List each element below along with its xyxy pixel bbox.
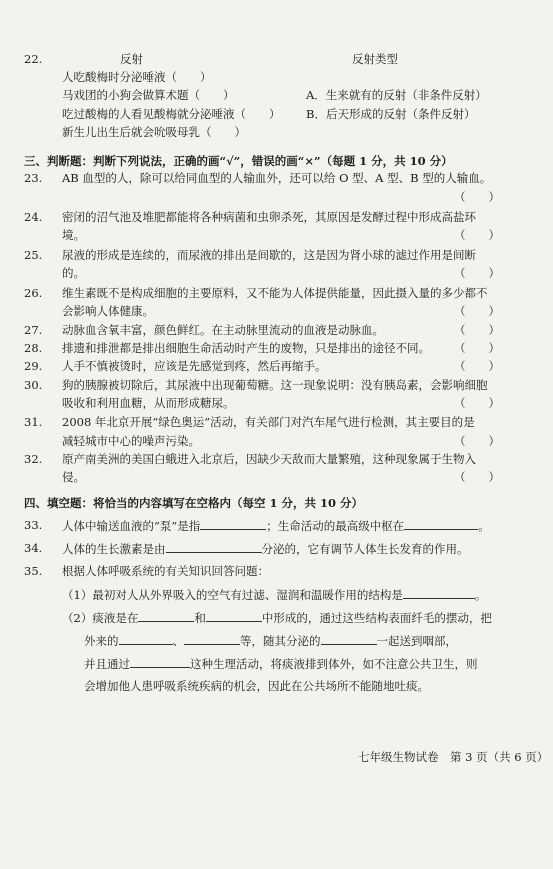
section4-header: 四、填空题：将恰当的内容填写在空格内（每空 1 分，共 10 分） bbox=[24, 496, 364, 510]
answer-blank[interactable] bbox=[166, 541, 262, 553]
question-number: 31. bbox=[24, 415, 43, 429]
answer-blank[interactable] bbox=[138, 610, 194, 622]
question-text: 分泌的，它有调节人体生长发育的作用。 bbox=[261, 542, 469, 556]
question-text: 等，随其分泌的 bbox=[240, 634, 321, 648]
answer-paren: （ ） bbox=[454, 341, 500, 355]
question-text: 动脉血含氧丰富，颜色鲜红。在主动脉里流动的血液是动脉血。 bbox=[62, 323, 384, 337]
answer-paren: （ ） bbox=[454, 266, 500, 280]
question-text: 并且通过 bbox=[84, 657, 130, 671]
q22-right-title: 反射类型 bbox=[352, 52, 398, 66]
part-label: （2） bbox=[62, 611, 93, 625]
question-text: 维生素既不是构成细胞的主要原料，又不能为人体提供能量，因此摄入量的多少都不 bbox=[62, 286, 488, 300]
question-text: 的。 bbox=[62, 266, 85, 280]
q22-left-title: 反射 bbox=[120, 52, 143, 66]
page-footer: 七年级生物试卷 第 3 页（共 6 页） bbox=[358, 750, 549, 764]
question-text: 人体的生长激素是由 bbox=[62, 542, 166, 556]
q22-number: 22. bbox=[24, 52, 43, 66]
question-number: 30. bbox=[24, 378, 43, 392]
q35-part2-line2 bbox=[84, 633, 457, 648]
q22-option-a: A．生来就有的反射（非条件反射） bbox=[306, 88, 487, 102]
answer-blank[interactable] bbox=[403, 587, 475, 599]
answer-paren: （ ） bbox=[454, 323, 500, 337]
answer-blank[interactable] bbox=[119, 633, 173, 645]
question-text: 境。 bbox=[62, 228, 85, 242]
q22-item: 马戏团的小狗会做算术题（ ） bbox=[62, 88, 235, 102]
part-label: （1） bbox=[62, 588, 93, 602]
question-text: 根据人体呼吸系统的有关知识回答问题： bbox=[62, 564, 269, 578]
question-text: 密闭的沼气池及堆肥都能将各种病菌和虫卵杀死，其原因是发酵过程中形成高盐环 bbox=[62, 210, 476, 224]
question-text: 人手不慎被烫时，应该是先感觉到疼，然后再缩手。 bbox=[62, 359, 327, 373]
question-number: 26. bbox=[24, 286, 43, 300]
question-text: 吸收和利用血糖，从而形成糖尿。 bbox=[62, 396, 235, 410]
question-text: 排遗和排泄都是排出细胞生命活动时产生的废物，只是排出的途径不同。 bbox=[62, 341, 430, 355]
answer-blank[interactable] bbox=[200, 518, 266, 530]
answer-paren: （ ） bbox=[454, 304, 500, 318]
question-number: 28. bbox=[24, 341, 43, 355]
question-number: 34. bbox=[24, 541, 43, 555]
answer-paren: （ ） bbox=[454, 228, 500, 242]
answer-blank[interactable] bbox=[184, 633, 240, 645]
section3-header: 三、判断题：判断下列说法，正确的画“√”，错误的画“×”（每题 1 分，共 10 分） bbox=[24, 154, 453, 168]
q22-item: 吃过酸梅的人看见酸梅就分泌唾液（ ） bbox=[62, 107, 281, 121]
question-number: 35. bbox=[24, 564, 43, 578]
answer-blank[interactable] bbox=[321, 633, 377, 645]
question-number: 24. bbox=[24, 210, 43, 224]
question-number: 25. bbox=[24, 248, 43, 262]
question-text: 2008 年北京开展“绿色奥运”活动，有关部门对汽车尾气进行检测，其主要目的是 bbox=[62, 415, 475, 429]
question-text: 、 bbox=[172, 634, 184, 648]
question-text: AB 血型的人，除可以给同血型的人输血外，还可以给 O 型、A 型、B 型的人输血。 bbox=[62, 171, 492, 185]
question-text: 和 bbox=[194, 611, 206, 625]
answer-blank[interactable] bbox=[404, 518, 478, 530]
question-text: 。 bbox=[474, 588, 487, 602]
q35-part1 bbox=[62, 587, 486, 602]
q35-part2-line1 bbox=[62, 610, 492, 625]
answer-blank[interactable] bbox=[130, 656, 190, 668]
answer-paren: （ ） bbox=[454, 190, 500, 204]
q22-item: 新生儿出生后就会吮吸母乳（ ） bbox=[62, 125, 246, 139]
question-text: 这种生理活动，将痰液排到体外，如不注意公共卫生，则 bbox=[190, 657, 478, 671]
question-number: 27. bbox=[24, 323, 43, 337]
question-text: 人体中输送血液的“泵”是指 bbox=[62, 519, 201, 533]
question-text: ；生命活动的最高级中枢在 bbox=[266, 519, 405, 533]
question-text: 会影响人体健康。 bbox=[62, 304, 154, 318]
answer-paren: （ ） bbox=[454, 434, 500, 448]
question-number: 33. bbox=[24, 518, 43, 532]
question-number: 32. bbox=[24, 452, 43, 466]
q22-option-b: B．后天形成的反射（条件反射） bbox=[306, 107, 476, 121]
question-number: 23. bbox=[24, 171, 43, 185]
answer-blank[interactable] bbox=[206, 610, 262, 622]
question-text: 狗的胰腺被切除后，其尿液中出现葡萄糖。这一现象说明：没有胰岛素，会影响细胞 bbox=[62, 378, 488, 392]
question-text: 外来的 bbox=[84, 634, 119, 648]
question-text: 中形成的，通过这些结构表面纤毛的摆动，把 bbox=[261, 611, 492, 625]
question-text: 尿液的形成是连续的，而尿液的排出是间歇的，这是因为肾小球的滤过作用是间断 bbox=[62, 248, 476, 262]
question-text: 最初对人从外界吸入的空气有过滤、湿润和温暖作用的结构是 bbox=[92, 588, 403, 602]
q35-part2-line4: 会增加他人患呼吸系统疾病的机会，因此在公共场所不能随地吐痰。 bbox=[84, 679, 429, 693]
q22-item: 人吃酸梅时分泌唾液（ ） bbox=[62, 70, 212, 84]
question-text: 侵。 bbox=[62, 470, 85, 484]
answer-paren: （ ） bbox=[454, 396, 500, 410]
question-text: 减轻城市中心的噪声污染。 bbox=[62, 434, 200, 448]
answer-paren: （ ） bbox=[454, 359, 500, 373]
question-text: 。 bbox=[478, 519, 490, 533]
q35-part2-line3 bbox=[84, 656, 478, 671]
question-number: 29. bbox=[24, 359, 43, 373]
question-text: 原产南美洲的美国白蛾进入北京后，因缺少天敌而大量繁殖，这种现象属于生物入 bbox=[62, 452, 476, 466]
question-text: 痰液是在 bbox=[92, 611, 139, 625]
answer-paren: （ ） bbox=[454, 470, 500, 484]
question-text: 一起送到咽部， bbox=[376, 634, 457, 648]
